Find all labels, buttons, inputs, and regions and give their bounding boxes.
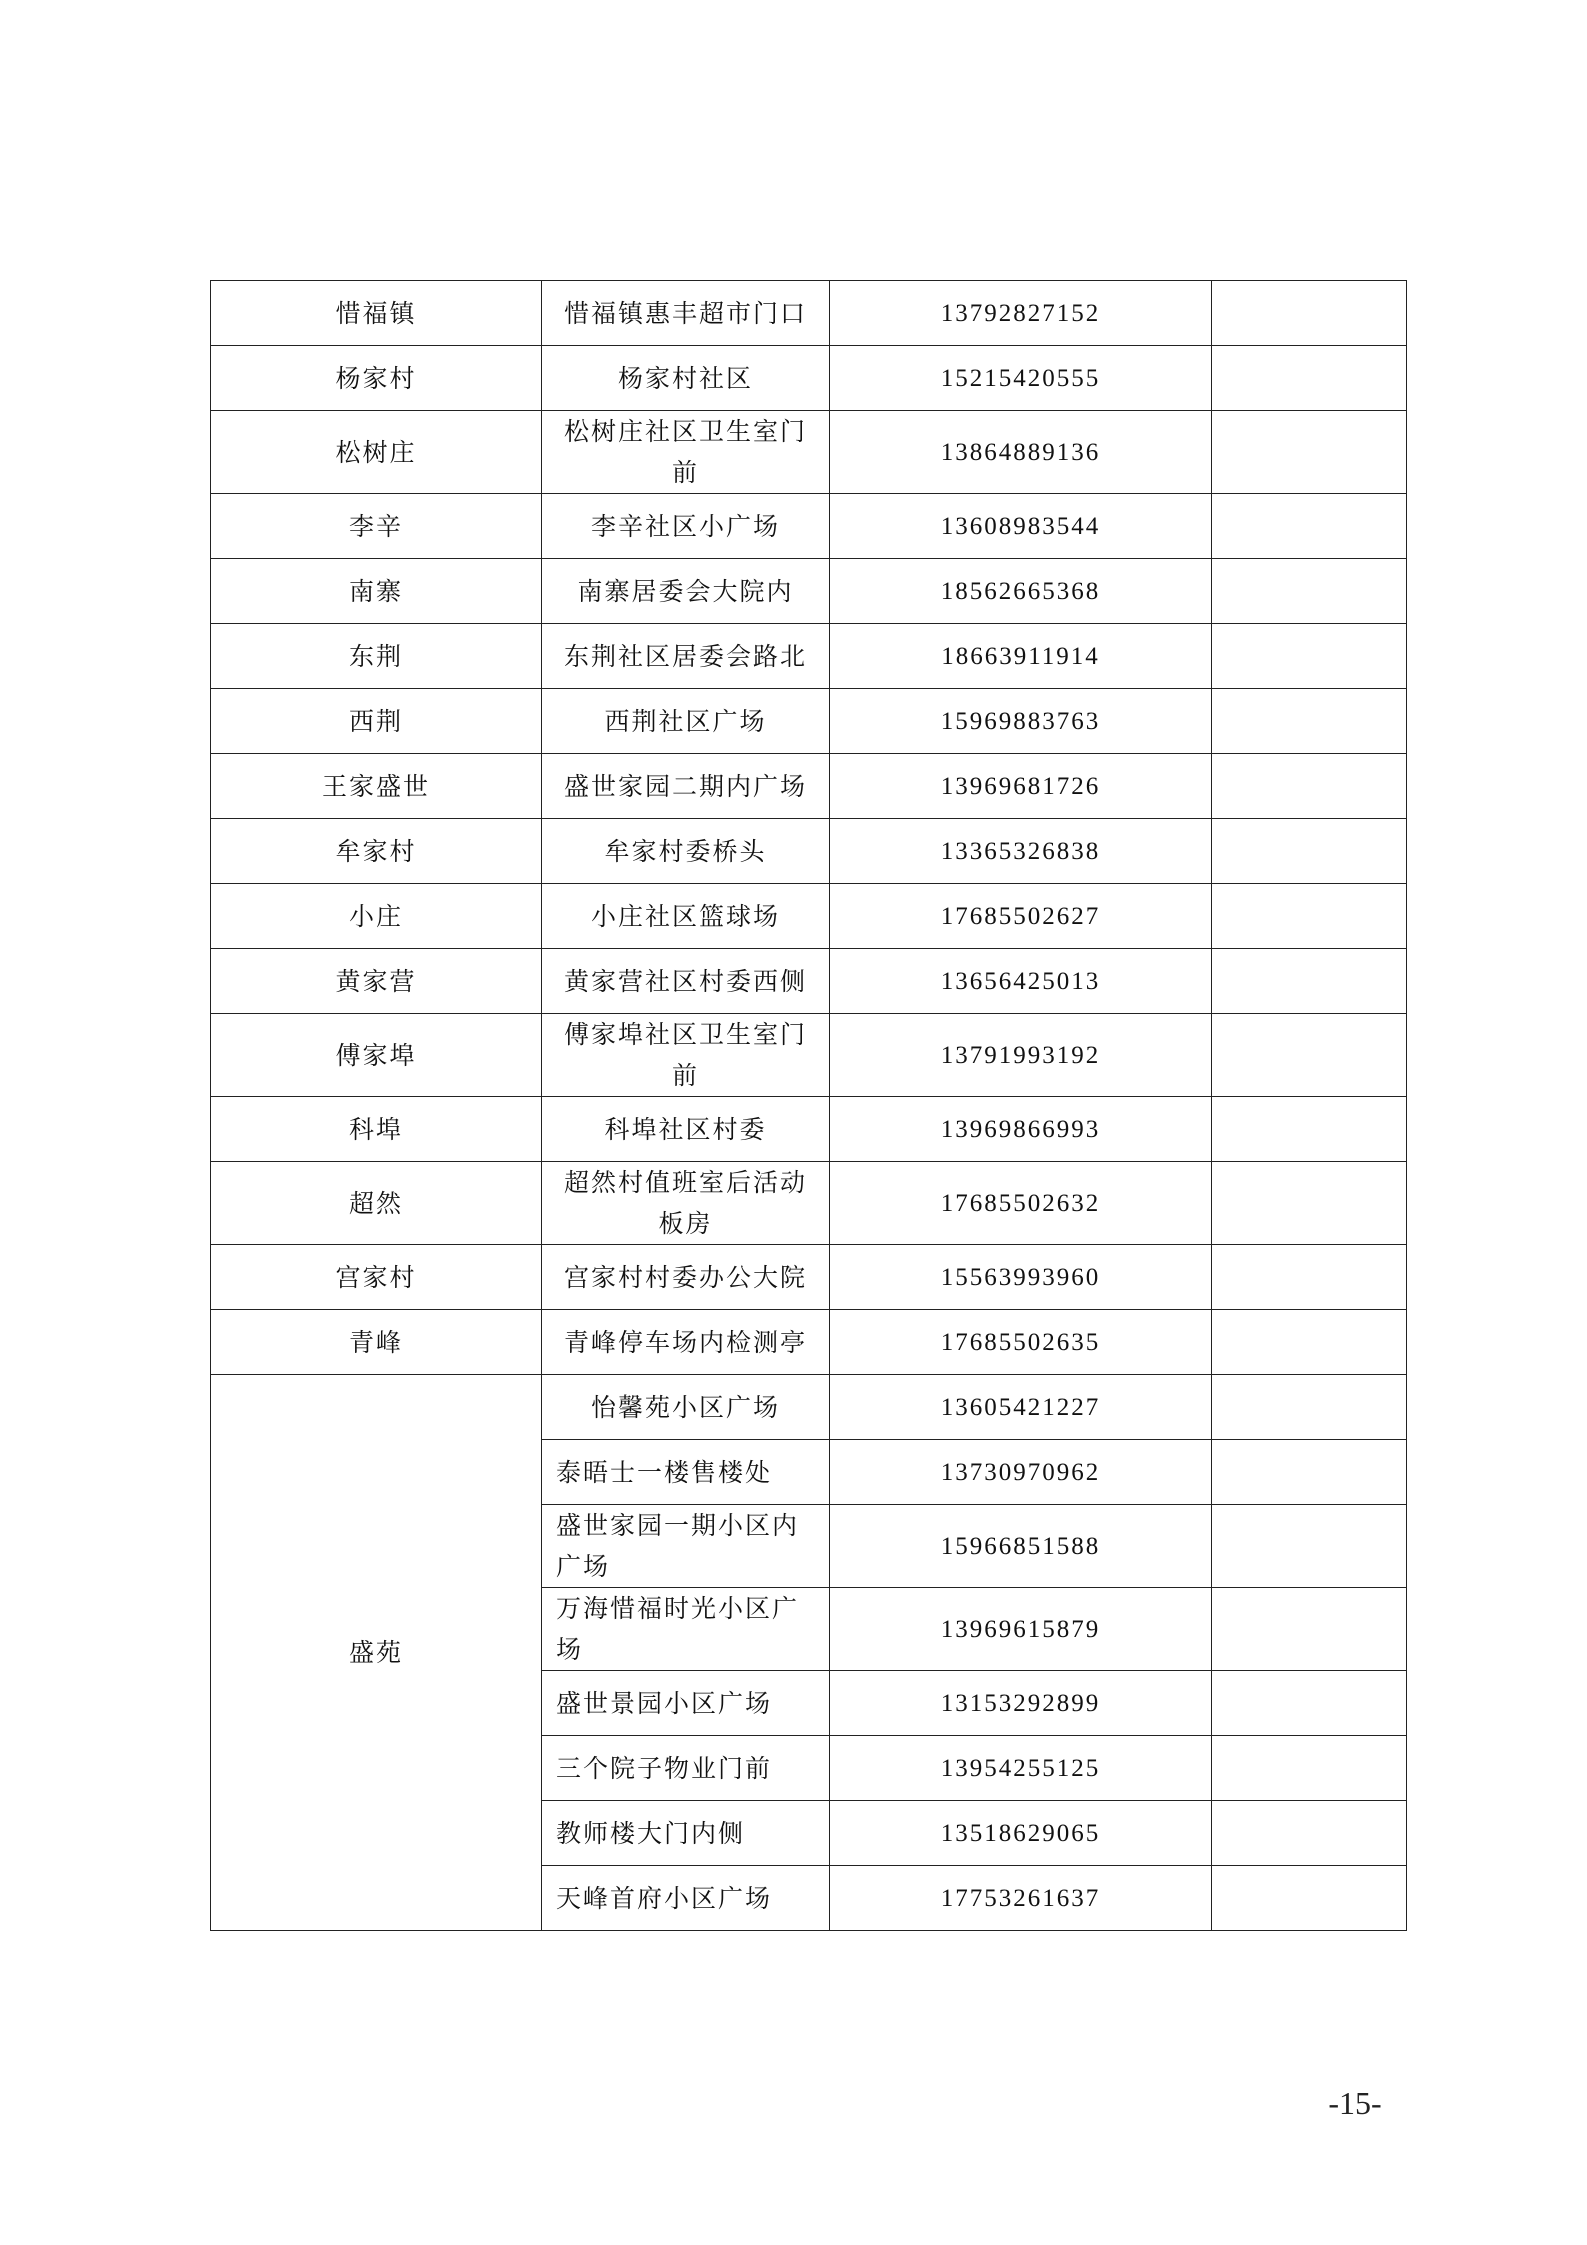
table-row (211, 1310, 1407, 1375)
phone-cell: 13791993192 (830, 1014, 1212, 1097)
site-cell: 泰晤士一楼售楼处 (542, 1440, 830, 1505)
table-row (211, 624, 1407, 689)
note-cell (1212, 624, 1407, 689)
note-cell (1212, 689, 1407, 754)
phone-cell: 17753261637 (830, 1866, 1212, 1931)
note-cell (1212, 1671, 1407, 1736)
town-cell: 东荆 (211, 624, 542, 689)
table-row (211, 559, 1407, 624)
site-cell: 西荆社区广场 (542, 689, 830, 754)
site-cell: 黄家营社区村委西侧 (542, 949, 830, 1014)
testing-sites-table (210, 280, 1407, 1931)
phone-cell: 13608983544 (830, 494, 1212, 559)
table-row (211, 494, 1407, 559)
note-cell (1212, 1097, 1407, 1162)
phone-cell: 17685502635 (830, 1310, 1212, 1375)
site-cell: 宫家村村委办公大院 (542, 1245, 830, 1310)
town-cell: 松树庄 (211, 411, 542, 494)
site-cell: 盛世景园小区广场 (542, 1671, 830, 1736)
note-cell (1212, 1736, 1407, 1801)
phone-cell: 18663911914 (830, 624, 1212, 689)
town-cell: 西荆 (211, 689, 542, 754)
note-cell (1212, 1014, 1407, 1097)
town-cell: 牟家村 (211, 819, 542, 884)
phone-cell: 18562665368 (830, 559, 1212, 624)
town-cell-merged: 盛苑 (211, 1375, 542, 1931)
site-cell: 教师楼大门内侧 (542, 1801, 830, 1866)
site-cell: 科埠社区村委 (542, 1097, 830, 1162)
town-cell: 超然 (211, 1162, 542, 1245)
town-cell: 黄家营 (211, 949, 542, 1014)
phone-cell: 17685502632 (830, 1162, 1212, 1245)
site-cell: 牟家村委桥头 (542, 819, 830, 884)
town-cell: 小庄 (211, 884, 542, 949)
phone-cell: 13792827152 (830, 281, 1212, 346)
site-cell: 松树庄社区卫生室门前 (542, 411, 830, 494)
site-cell: 惜福镇惠丰超市门口 (542, 281, 830, 346)
table-row (211, 1162, 1407, 1245)
note-cell (1212, 754, 1407, 819)
site-cell: 超然村值班室后活动板房 (542, 1162, 830, 1245)
phone-cell: 13864889136 (830, 411, 1212, 494)
site-cell: 盛世家园二期内广场 (542, 754, 830, 819)
town-cell: 傅家埠 (211, 1014, 542, 1097)
phone-cell: 15563993960 (830, 1245, 1212, 1310)
note-cell (1212, 884, 1407, 949)
note-cell (1212, 281, 1407, 346)
site-cell: 天峰首府小区广场 (542, 1866, 830, 1931)
town-cell: 南寨 (211, 559, 542, 624)
table-row (211, 949, 1407, 1014)
table-row (211, 411, 1407, 494)
site-cell: 李辛社区小广场 (542, 494, 830, 559)
note-cell (1212, 411, 1407, 494)
site-cell: 怡馨苑小区广场 (542, 1375, 830, 1440)
note-cell (1212, 1310, 1407, 1375)
site-cell: 三个院子物业门前 (542, 1736, 830, 1801)
phone-cell: 13954255125 (830, 1736, 1212, 1801)
town-cell: 惜福镇 (211, 281, 542, 346)
table-row (211, 884, 1407, 949)
phone-cell: 13969866993 (830, 1097, 1212, 1162)
table-row (211, 1245, 1407, 1310)
note-cell (1212, 494, 1407, 559)
phone-cell: 13969681726 (830, 754, 1212, 819)
note-cell (1212, 949, 1407, 1014)
phone-cell: 13518629065 (830, 1801, 1212, 1866)
note-cell (1212, 559, 1407, 624)
table-row (211, 281, 1407, 346)
table-row (211, 346, 1407, 411)
town-cell: 科埠 (211, 1097, 542, 1162)
note-cell (1212, 1375, 1407, 1440)
note-cell (1212, 1801, 1407, 1866)
note-cell (1212, 1245, 1407, 1310)
phone-cell: 13656425013 (830, 949, 1212, 1014)
site-cell: 盛世家园一期小区内广场 (542, 1505, 830, 1588)
note-cell (1212, 1866, 1407, 1931)
note-cell (1212, 1162, 1407, 1245)
phone-cell: 15215420555 (830, 346, 1212, 411)
table-row (211, 689, 1407, 754)
note-cell (1212, 1588, 1407, 1671)
table-row (211, 819, 1407, 884)
town-cell: 宫家村 (211, 1245, 542, 1310)
site-cell: 小庄社区篮球场 (542, 884, 830, 949)
phone-cell: 15969883763 (830, 689, 1212, 754)
phone-cell: 13365326838 (830, 819, 1212, 884)
phone-cell: 17685502627 (830, 884, 1212, 949)
site-cell: 南寨居委会大院内 (542, 559, 830, 624)
table-row (211, 1014, 1407, 1097)
town-cell: 王家盛世 (211, 754, 542, 819)
town-cell: 杨家村 (211, 346, 542, 411)
phone-cell: 13605421227 (830, 1375, 1212, 1440)
note-cell (1212, 819, 1407, 884)
site-cell: 傅家埠社区卫生室门前 (542, 1014, 830, 1097)
table-row (211, 754, 1407, 819)
site-cell: 杨家村社区 (542, 346, 830, 411)
table-row (211, 1375, 1407, 1440)
phone-cell: 15966851588 (830, 1505, 1212, 1588)
phone-cell: 13153292899 (830, 1671, 1212, 1736)
note-cell (1212, 1440, 1407, 1505)
table-row (211, 1097, 1407, 1162)
page-number: -15- (1328, 2085, 1382, 2121)
town-cell: 李辛 (211, 494, 542, 559)
phone-cell: 13730970962 (830, 1440, 1212, 1505)
town-cell: 青峰 (211, 1310, 542, 1375)
site-cell: 万海惜福时光小区广场 (542, 1588, 830, 1671)
site-cell: 东荆社区居委会路北 (542, 624, 830, 689)
note-cell (1212, 346, 1407, 411)
phone-cell: 13969615879 (830, 1588, 1212, 1671)
note-cell (1212, 1505, 1407, 1588)
site-cell: 青峰停车场内检测亭 (542, 1310, 830, 1375)
